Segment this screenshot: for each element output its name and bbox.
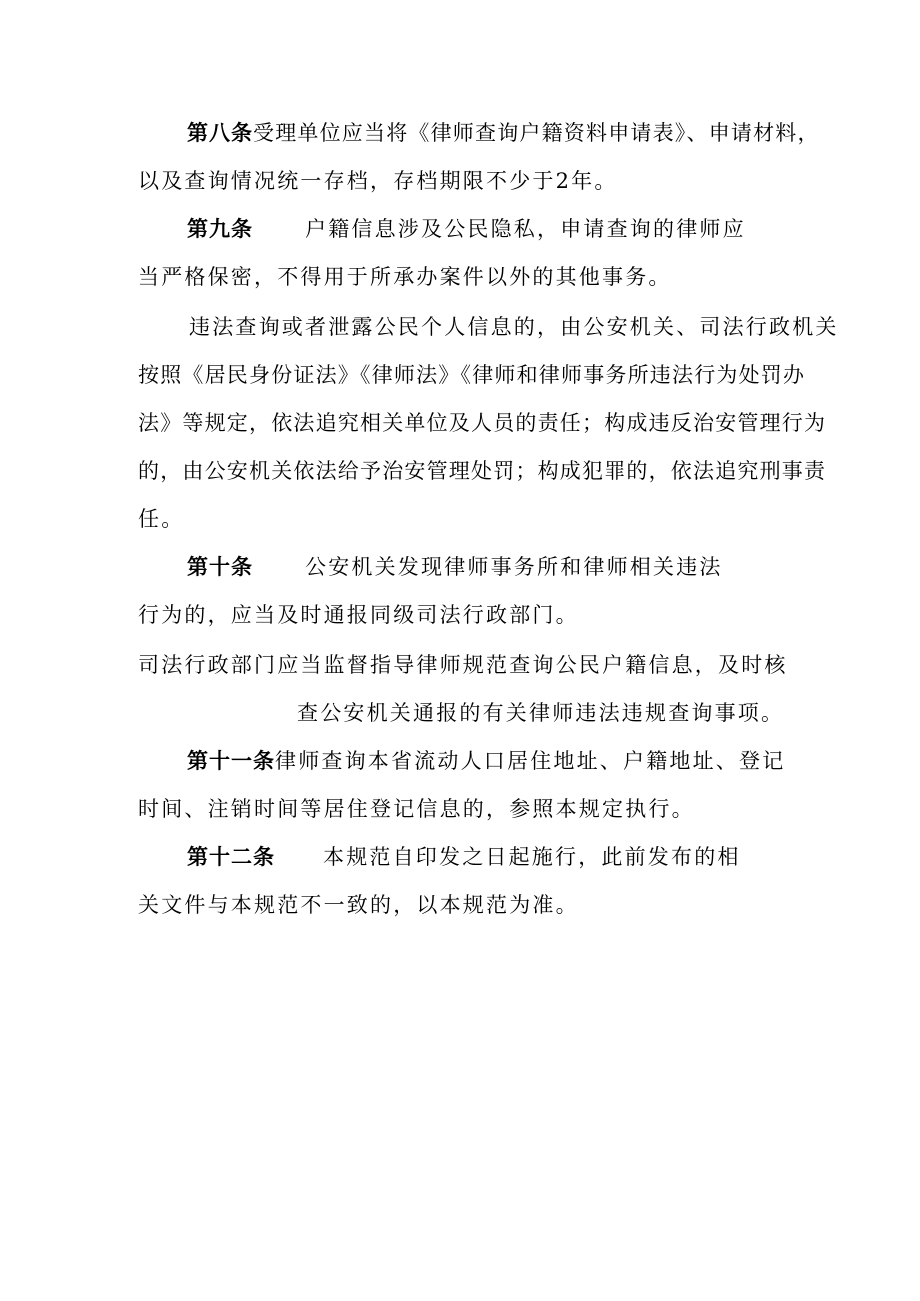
article-10-line-1 [187,552,723,582]
article-8-line-2: 以及查询情况统一存档，存档期限不少于2年。 [138,169,618,193]
article-12-line-2: 关文件与本规范不一致的，以本规范为准。 [138,893,579,917]
article-11-heading: 第十一条 [187,749,275,773]
article-10-para2-line-1: 司法行政部门应当监督指导律师规范查询公民户籍信息，及时核 [138,653,788,677]
article-9-heading: 第九条 [187,217,253,241]
article-11-line-2: 时间、注销时间等居住登记信息的，参照本规定执行。 [138,797,695,821]
article-12-line-1 [187,842,741,872]
article-10-line-2: 行为的，应当及时通报同级司法行政部门。 [138,603,579,627]
article-9-para2-line-3: 法》等规定，依法追究相关单位及人员的责任；构成违反治安管理行为 [138,411,827,435]
article-9-line-1 [187,214,746,244]
article-11-line-1 [187,746,785,776]
article-8-line-1 [187,118,820,148]
article-9-para2-line-2: 按照《居民身份证法》《律师法》《律师和律师事务所违法行为处罚办 [138,363,806,387]
article-12-heading: 第十二条 [187,845,275,869]
article-10-text-1: 公安机关发现律师事务所和律师相关违法 [305,555,723,579]
article-11-text-1: 律师查询本省流动人口居住地址、户籍地址、登记 [275,749,786,773]
article-9-para2-line-1: 违法查询或者泄露公民个人信息的，由公安机关、司法行政机关 [189,315,839,339]
article-9-line-2: 当严格保密，不得用于所承办案件以外的其他事务。 [138,265,672,289]
article-12-text-1: 本规范自印发之日起施行，此前发布的相 [323,845,741,869]
article-8-text-1: 受理单位应当将《律师查询户籍资料申请表》、申请材料， [253,121,820,145]
article-9-text-1: 户籍信息涉及公民隐私，申请查询的律师应 [305,217,746,241]
article-10-para2-line-2: 查公安机关通报的有关律师违法违规查询事项。 [297,701,785,725]
article-10-heading: 第十条 [187,555,253,579]
article-9-para2-line-4: 的，由公安机关依法给予治安管理处罚；构成犯罪的，依法追究刑事责 [138,459,827,483]
article-8-heading: 第八条 [187,121,253,145]
article-9-para2-line-5: 任。 [138,507,185,531]
